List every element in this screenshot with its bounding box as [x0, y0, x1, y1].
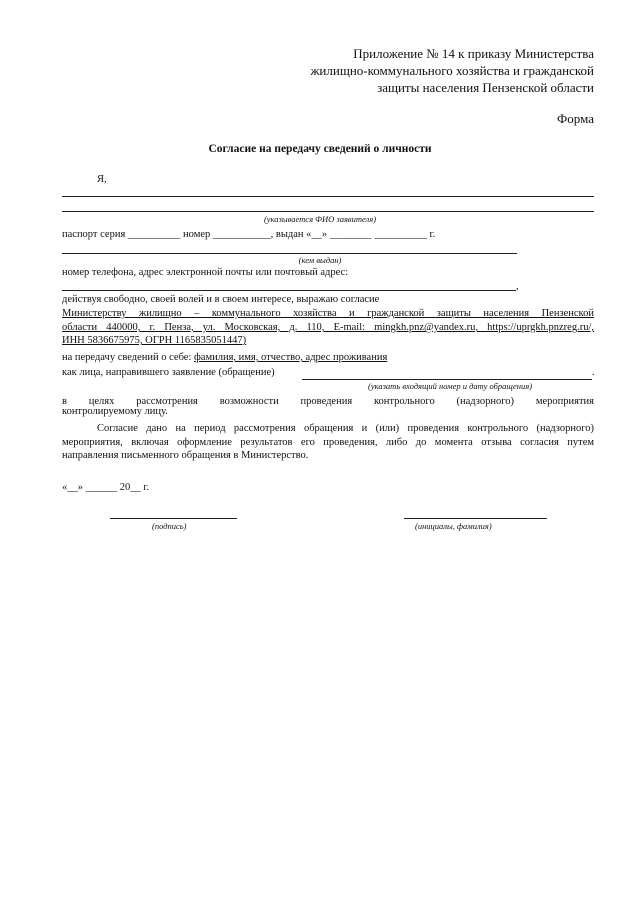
issued-by-caption: (кем выдан) — [298, 255, 342, 265]
consent-line-3: направления письменного обращения в Министерство. — [62, 450, 309, 461]
initials-line[interactable] — [404, 518, 547, 519]
initials-caption: (инициалы, фамилия) — [415, 521, 492, 531]
ministry-line-1: Министерству жилищно – коммунального хозяйства и гражданской защиты населения Пензенской — [62, 308, 594, 319]
contact-comma: , — [516, 281, 519, 292]
consent-line-2: мероприятия, включая оформление результатов его проведения, либо до момента отзыва согласия путем — [62, 437, 594, 448]
appeal-caption: (указать входящий номер и дату обращения) — [368, 381, 533, 391]
contact-label: номер телефона, адрес электронной почты или почтовый адрес: — [62, 267, 349, 278]
ministry-line-2: области 440000, г. Пенза, ул. Московская, д. 110, E-mail: mingkh.pnz@yandex.ru, https://uprgkh.pnzreg.ru/, — [62, 322, 594, 333]
form-label: Форма — [557, 111, 594, 126]
header-line-1: Приложение № 14 к приказу Министерства — [353, 46, 594, 61]
purpose-line-2: контролируемому лицу. — [62, 406, 168, 417]
date-line[interactable]: «__» ______ 20__ г. — [62, 482, 150, 493]
signature-line[interactable] — [110, 518, 237, 519]
fio-line-2[interactable] — [62, 211, 594, 212]
contact-line[interactable] — [62, 290, 516, 291]
appeal-line[interactable] — [302, 379, 592, 380]
consent-line-1: Согласие дано на период рассмотрения обращения и (или) проведения контрольного (надзорного) — [97, 423, 594, 434]
acting-text: действуя свободно, своей волей и в своем интересе, выражаю согласие — [62, 294, 380, 305]
ya-label: Я, — [97, 174, 107, 185]
passport-line[interactable]: паспорт серия __________ номер ___________, выдан «__» ________ __________ г. — [62, 229, 436, 240]
applicant-period: . — [592, 367, 595, 378]
signature-caption: (подпись) — [152, 521, 187, 531]
applicant-text: как лица, направившего заявление (обращение) — [62, 367, 275, 378]
transfer-line — [62, 352, 387, 363]
header-line-3: защиты населения Пензенской области — [377, 80, 594, 95]
fio-caption: (указывается ФИО заявителя) — [263, 214, 377, 224]
fio-line-1[interactable] — [62, 196, 594, 197]
ministry-line-3: ИНН 5836675975, ОГРН 1165835051447) — [62, 335, 247, 346]
transfer-prefix: на передачу сведений о себе: — [62, 352, 194, 363]
document-title: Согласие на передачу сведений о личности — [208, 143, 432, 155]
purpose-line-1: в целях рассмотрения возможности проведения контрольного (надзорного) мероприятия — [62, 396, 594, 407]
issued-by-line[interactable] — [62, 253, 517, 254]
transfer-items: фамилия, имя, отчество, адрес проживания — [194, 352, 388, 363]
header-line-2: жилищно-коммунального хозяйства и гражданской — [310, 63, 594, 78]
